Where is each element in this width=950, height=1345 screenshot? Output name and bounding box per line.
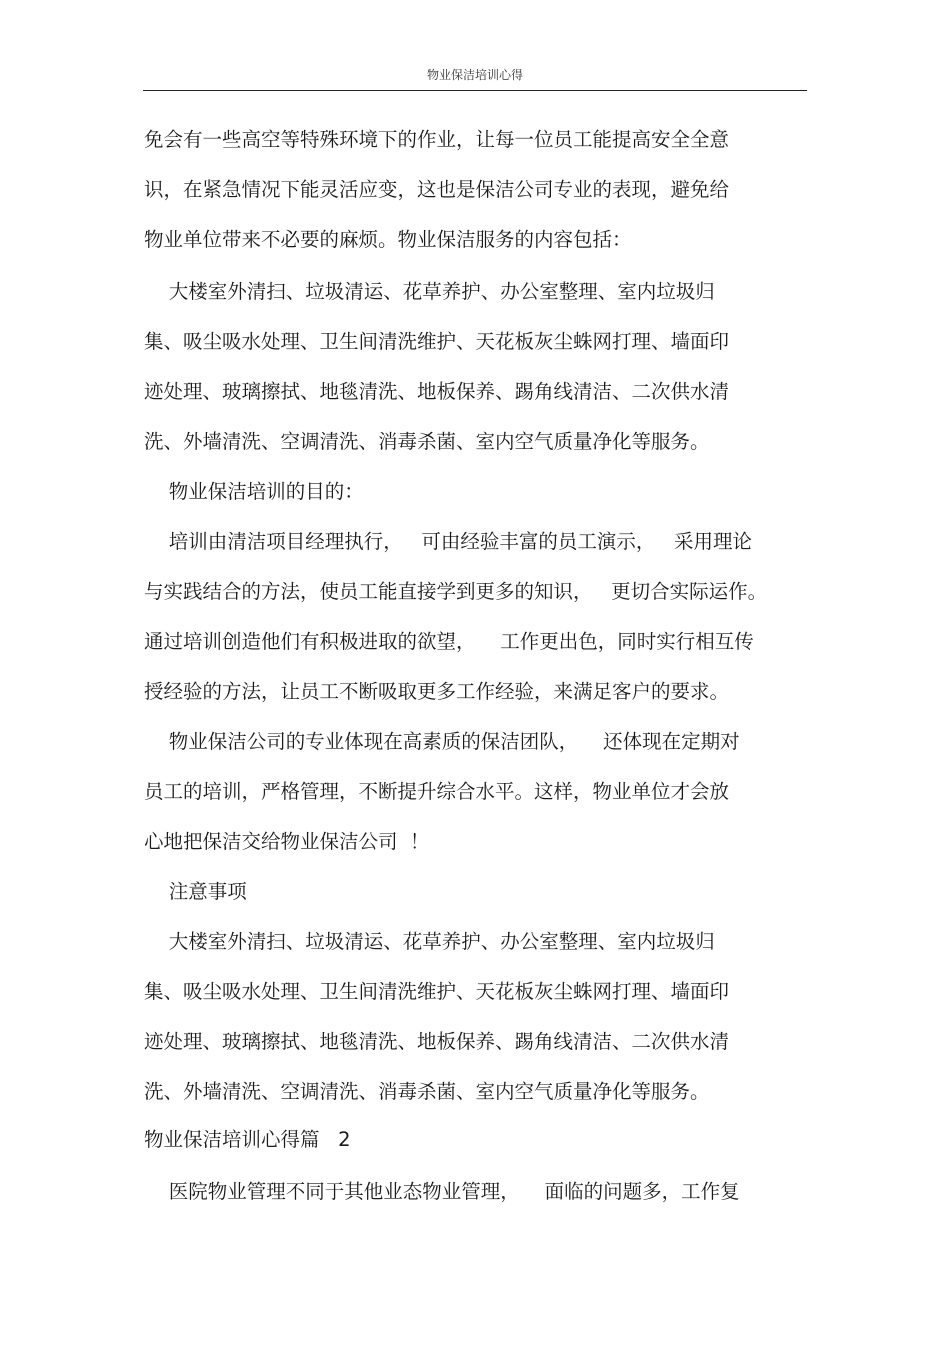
text-line: 物业保洁公司的专业体现在高素质的保洁团队， 还体现在定期对 — [144, 730, 740, 753]
text-line: 培训由清洁项目经理执行， 可由经验丰富的员工演示， 采用理论 — [144, 530, 752, 553]
text-line: 物业保洁培训的目的： — [144, 480, 364, 503]
text-line: 洗、外墙清洗、空调清洗、消毒杀菌、室内空气质量净化等服务。 — [144, 430, 710, 453]
text-line: 迹处理、玻璃擦拭、地毯清洗、地板保养、踢角线清洁、二次供水清 — [144, 380, 730, 403]
header-rule — [143, 90, 807, 91]
text-line: 识，在紧急情况下能灵活应变，这也是保洁公司专业的表现，避免给 — [144, 178, 730, 201]
text-line: 大楼室外清扫、垃圾清运、花草养护、办公室整理、室内垃圾归 — [144, 280, 715, 303]
text-line: 集、吸尘吸水处理、卫生间清洗维护、天花板灰尘蛛网打理、墙面印 — [144, 980, 730, 1003]
text-line: 大楼室外清扫、垃圾清运、花草养护、办公室整理、室内垃圾归 — [144, 930, 715, 953]
page-header-title: 物业保洁培训心得 — [426, 68, 523, 82]
text-line: 迹处理、玻璃擦拭、地毯清洗、地板保养、踢角线清洁、二次供水清 — [144, 1030, 730, 1053]
text-line: 员工的培训，严格管理，不断提升综合水平。这样，物业单位才会放 — [144, 780, 730, 803]
text-line: 医院物业管理不同于其他业态物业管理， 面临的问题多，工作复 — [144, 1180, 740, 1203]
text-line: 免会有一些高空等特殊环境下的作业，让每一位员工能提高安全全意 — [144, 128, 730, 151]
text-line: 心地把保洁交给物业保洁公司 ！ — [144, 830, 430, 853]
text-line: 注意事项 — [144, 880, 247, 903]
text-line: 洗、外墙清洗、空调清洗、消毒杀菌、室内空气质量净化等服务。 — [144, 1080, 710, 1103]
text-line: 授经验的方法，让员工不断吸取更多工作经验，来满足客户的要求。 — [144, 680, 730, 703]
text-line: 集、吸尘吸水处理、卫生间清洗维护、天花板灰尘蛛网打理、墙面印 — [144, 330, 730, 353]
text-line: 通过培训创造他们有积极进取的欲望， 工作更出色，同时实行相互传 — [144, 630, 754, 653]
text-line: 物业单位带来不必要的麻烦。物业保洁服务的内容包括： — [144, 228, 632, 251]
text-line: 与实践结合的方法，使员工能直接学到更多的知识， 更切合实际运作。 — [144, 580, 768, 603]
section-heading: 物业保洁培训心得篇 2 — [144, 1128, 351, 1151]
